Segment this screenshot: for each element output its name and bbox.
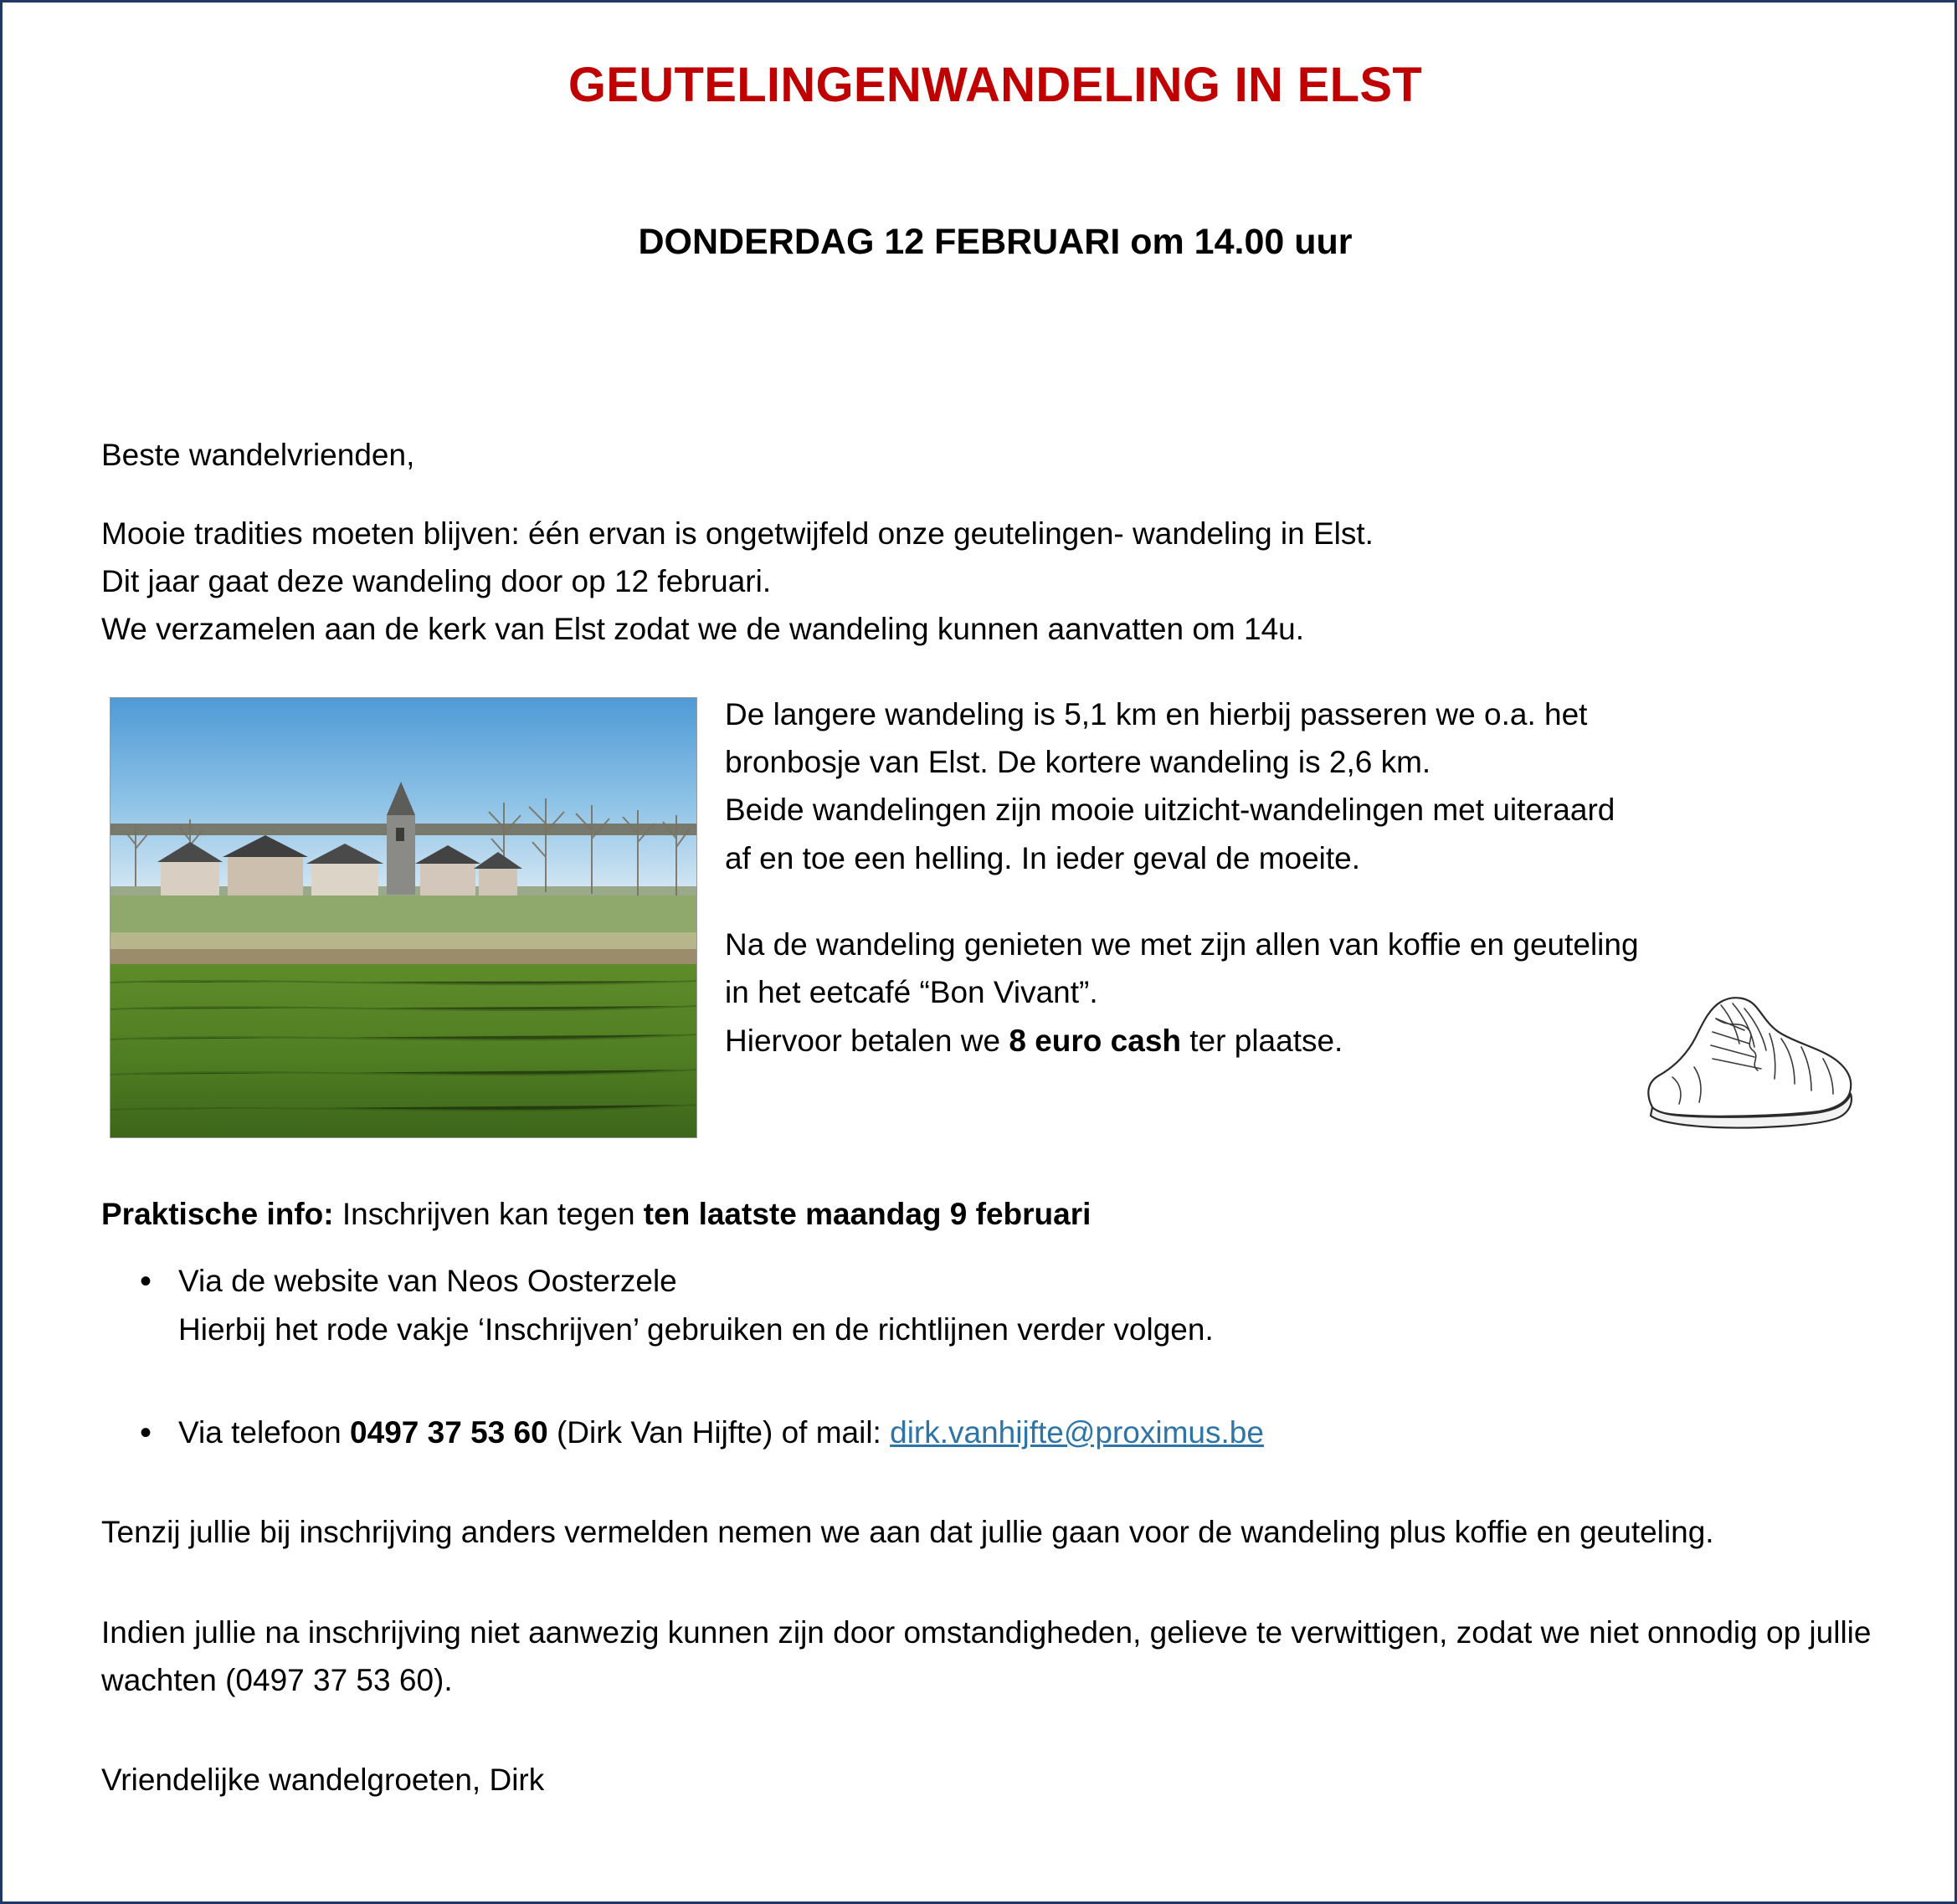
closing-line: Vriendelijke wandelgroeten, Dirk	[101, 1763, 545, 1798]
intro-line-2: Dit jaar gaat deze wandeling door op 12 februari.	[101, 563, 772, 598]
document-body	[3, 3, 1954, 1901]
bullet-website-subtext: Hierbij het rode vakje ‘Inschrijven’ gebruiken en de richtlijnen verder volgen.	[178, 1311, 1214, 1347]
afterwalk-price-before: Hiervoor betalen we	[725, 1023, 1009, 1058]
afterwalk-line-1: Na de wandeling genieten we met zijn allen van koffie en geuteling	[725, 927, 1639, 962]
village-photo	[110, 697, 697, 1138]
intro-paragraph	[101, 510, 1889, 654]
route-line-1: De langere wandeling is 5,1 km en hierbij passeren we o.a. het	[725, 696, 1588, 731]
list-item	[178, 1409, 1889, 1456]
registration-deadline: ten laatste maandag 9 februari	[643, 1196, 1092, 1231]
intro-line-1: Mooie tradities moeten blijven: één ervan is ongetwijfeld onze geutelingen- wandeling in Elst.	[101, 516, 1374, 551]
bullet-phone-before: Via telefoon	[178, 1414, 351, 1450]
contact-email-link[interactable]: dirk.vanhijfte@proximus.be	[890, 1414, 1264, 1450]
afterwalk-line-2: in het eetcafé “Bon Vivant”.	[725, 975, 1098, 1010]
practical-info	[101, 1191, 1889, 1238]
photo-and-route-section	[101, 690, 1889, 1142]
route-line-3: Beide wandelingen zijn mooie uitzicht-wandelingen met uiteraard	[725, 793, 1615, 828]
registration-options-list	[101, 1257, 1889, 1456]
list-item	[178, 1257, 1889, 1353]
note-paragraph-1: Tenzij jullie bij inschrijving anders vermelden nemen we aan dat jullie gaan voor de wandeling plus koffie en geuteling.	[101, 1515, 1714, 1550]
note-paragraph-2: Indien jullie na inschrijving niet aanwezig kunnen zijn door omstandigheden, gelieve te verwittigen, zodat we niet onnodig op jullie wachten (0497 37 53 60).	[101, 1614, 1872, 1697]
greeting-line: Beste wandelvrienden,	[101, 438, 415, 473]
contact-phone-number: 0497 37 53 60	[350, 1414, 548, 1450]
practical-info-text: Inschrijven kan tegen	[333, 1196, 644, 1231]
bullet-website-text: Via de website van Neos Oosterzele	[178, 1264, 677, 1299]
practical-info-label: Praktische info:	[101, 1196, 334, 1231]
afterwalk-price: 8 euro cash	[1009, 1023, 1181, 1058]
page-title: GEUTELINGENWANDELING IN ELST	[568, 58, 1423, 112]
paragraph-spacer	[725, 882, 1889, 921]
event-datetime-subtitle: DONDERDAG 12 FEBRUARI om 14.00 uur	[638, 221, 1353, 262]
intro-line-3: We verzamelen aan de kerk van Elst zodat we de wandeling kunnen aanvatten om 14u.	[101, 612, 1305, 647]
route-line-2: bronbosje van Elst. De kortere wandeling is 2,6 km.	[725, 745, 1431, 779]
walking-shoe-icon	[1622, 967, 1877, 1147]
bullet-phone-after: (Dirk Van Hijfte) of mail:	[547, 1414, 891, 1450]
route-line-4: af en toe een helling. In ieder geval de moeite.	[725, 840, 1361, 875]
afterwalk-price-after: ter plaatse.	[1181, 1023, 1343, 1058]
